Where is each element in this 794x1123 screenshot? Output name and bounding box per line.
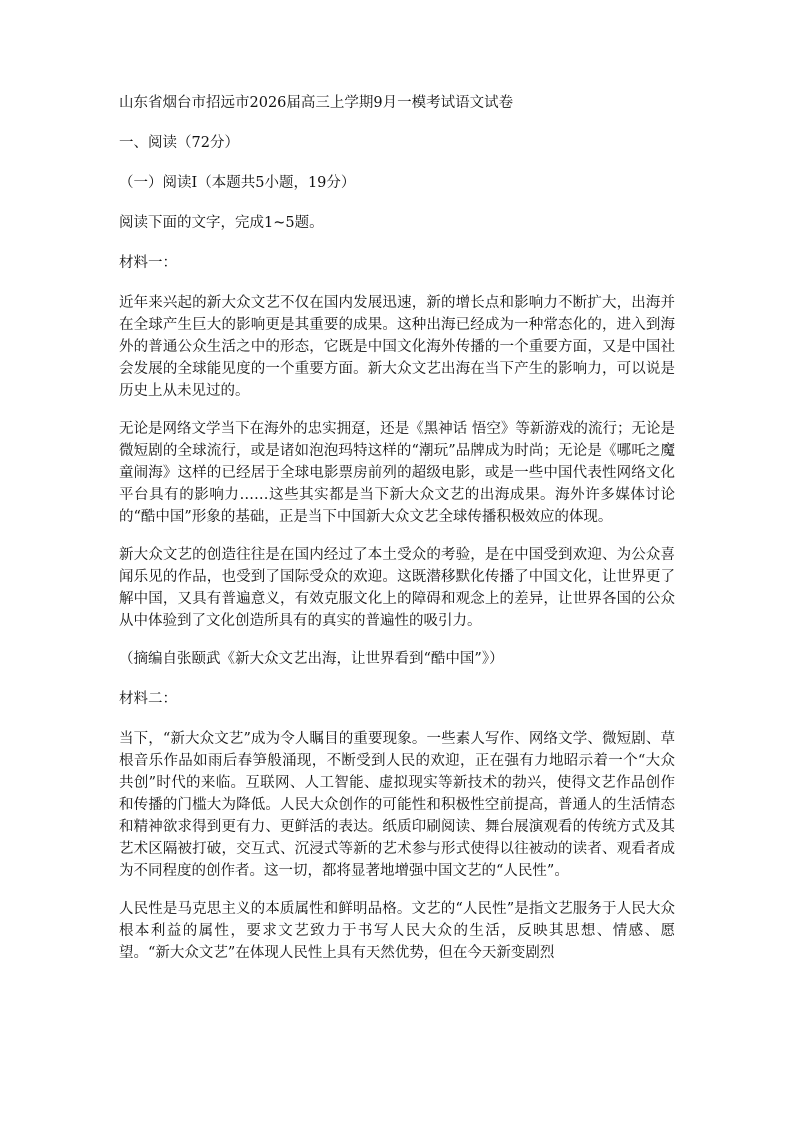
- material-one-heading: 材料一：: [119, 255, 177, 271]
- subsection-heading: （一）阅读Ⅰ（本题共5小题，19分）: [119, 175, 356, 191]
- material-one-paragraph-1: 近年来兴起的新大众文艺不仅在国内发展迅速，新的增长点和影响力不断扩大，出海并在全球产生巨大的影响更是其重要的成果。这种出海已经成为一种常态化的，进入到海外的普通公众生活之中的形态，它既是中国文化海外传播的一个重要方面，又是中国社会发展的全球能见度的一个重要方面。新大众文艺出海在当下产生的影响力，可以说是历史上从未见过的。: [119, 295, 675, 399]
- document-title: 山东省烟台市招远市2026届高三上学期9月一模考试语文试卷: [119, 95, 514, 111]
- material-two-paragraph-1: 当下，“新大众文艺”成为令人瞩目的重要现象。一些素人写作、网络文学、微短剧、草根音乐作品如雨后春笋般涌现，不断受到人民的欢迎，正在强有力地昭示着一个“大众共创”时代的来临。互联网、人工智能、虚拟现实等新技术的勃兴，使得文艺作品创作和传播的门槛大为降低。人民大众创作的可能性和积极性空前提高，普通人的生活情态和精神欲求得到更有力、更鲜活的表达。纸质印刷阅读、舞台展演观看的传统方式及其艺术区隔被打破，交互式、沉浸式等新的艺术参与形式使得以往被动的读者、观看者成为不同程度的创作者。这一切，都将显著地增强中国文艺的“人民性”。: [119, 731, 675, 879]
- document-page: [119, 92, 675, 964]
- reading-instruction: 阅读下面的文字，完成1~5题。: [119, 215, 324, 231]
- material-two-paragraph-2: 人民性是马克思主义的本质属性和鲜明品格。文艺的“人民性”是指文艺服务于人民大众根本利益的属性，要求文艺致力于书写人民大众的生活，反映其思想、情感、愿望。“新大众文艺”在体现人民性上具有天然优势，但在今天新变剧烈: [119, 901, 675, 961]
- material-one-source: （摘编自张颐武《新大众文艺出海，让世界看到“酷中国”》）: [119, 651, 504, 667]
- section-heading: 一、阅读（72分）: [119, 135, 239, 151]
- material-one-paragraph-2: 无论是网络文学当下在海外的忠实拥趸，还是《黑神话 悟空》等新游戏的流行；无论是微短剧的全球流行，或是诸如泡泡玛特这样的“潮玩”品牌成为时尚；无论是《哪吒之魔童闹海》这样的已经居于全球电影票房前列的超级电影，或是一些中国代表性网络文化平台具有的影响力……这些其实都是当下新大众文艺的出海成果。海外许多媒体讨论的“酷中国”形象的基础，正是当下中国新大众文艺全球传播积极效应的体现。: [119, 421, 675, 525]
- material-one-paragraph-3: 新大众文艺的创造往往是在国内经过了本土受众的考验，是在中国受到欢迎、为公众喜闻乐见的作品，也受到了国际受众的欢迎。这既潜移默化传播了中国文化，让世界更了解中国，又具有普遍意义，有效克服文化上的障碍和观念上的差异，让世界各国的公众从中体验到了文化创造所具有的真实的普遍性的吸引力。: [119, 547, 675, 629]
- material-two-heading: 材料二：: [119, 691, 177, 707]
